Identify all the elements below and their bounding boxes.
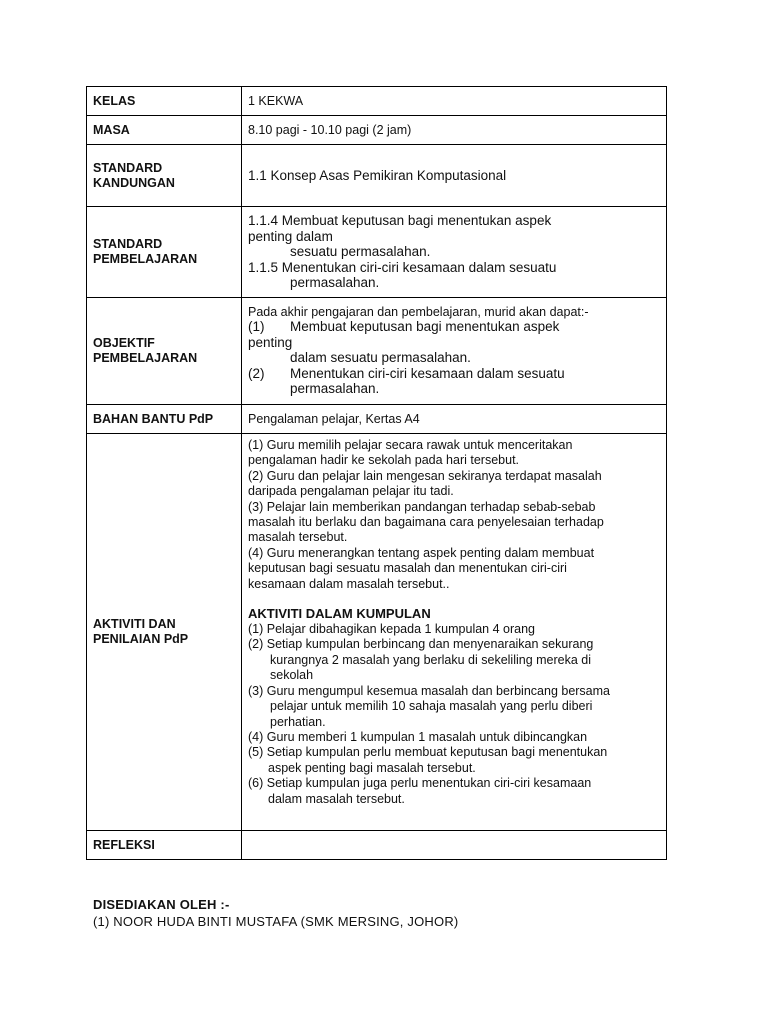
sp-line: penting dalam <box>248 228 333 244</box>
label-line: STANDARD <box>93 160 163 175</box>
label-kelas: KELAS <box>87 87 242 116</box>
group-step-3-cont: pelajar untuk memilih 10 sahaja masalah yang perlu diberi <box>270 699 593 714</box>
value-refleksi <box>242 831 667 860</box>
row-aktiviti <box>87 434 667 831</box>
label-line: AKTIVITI DAN <box>93 617 176 631</box>
group-step-6-cont: dalam masalah tersebut. <box>268 791 405 806</box>
group-step-3: (3) Guru mengumpul kesemua masalah dan berbincang bersama <box>248 683 610 698</box>
group-step-2-cont: kurangnya 2 masalah yang berlaku di sekeliling mereka di <box>270 652 592 667</box>
prepared-by-title: DISEDIAKAN OLEH :- <box>93 897 230 912</box>
objektif-item-2-text: Menentukan ciri-ciri kesamaan dalam sesuatu <box>290 365 565 381</box>
objektif-item-1-cont: dalam sesuatu permasalahan. <box>290 350 471 366</box>
objektif-item-1 <box>248 319 660 335</box>
value-aktiviti <box>242 434 667 831</box>
objektif-item-1-cont: penting <box>248 334 293 350</box>
sp-line: 1.1.4 Membuat keputusan bagi menentukan aspek <box>248 213 552 229</box>
aktiviti-line: (2) Guru dan pelajar lain mengesan sekiranya terdapat masalah <box>248 468 602 483</box>
row-objektif-pembelajaran <box>87 298 667 405</box>
value-bahan-bantu: Pengalaman pelajar, Kertas A4 <box>242 405 667 434</box>
label-masa: MASA <box>87 116 242 145</box>
row-kelas <box>87 87 667 116</box>
group-step-3-cont: perhatian. <box>270 714 326 729</box>
value-objektif-pembelajaran <box>242 298 667 405</box>
label-aktiviti <box>87 434 242 831</box>
row-masa <box>87 116 667 145</box>
objektif-item-1-num: (1) <box>248 319 265 335</box>
prepared-by-author: (1) NOOR HUDA BINTI MUSTAFA (SMK MERSING, JOHOR) <box>93 914 459 929</box>
label-refleksi: REFLEKSI <box>87 831 242 860</box>
objektif-item-2 <box>248 366 660 382</box>
objektif-item-2-num: (2) <box>248 365 265 381</box>
group-step-6: (6) Setiap kumpulan juga perlu menentukan ciri-ciri kesamaan <box>248 776 592 791</box>
aktiviti-line: pengalaman hadir ke sekolah pada hari tersebut. <box>248 453 520 468</box>
row-refleksi <box>87 831 667 860</box>
group-step-2-cont: sekolah <box>270 668 314 683</box>
group-step-5: (5) Setiap kumpulan perlu membuat keputusan bagi menentukan <box>248 745 608 760</box>
value-masa: 8.10 pagi - 10.10 pagi (2 jam) <box>242 116 667 145</box>
objektif-intro: Pada akhir pengajaran dan pembelajaran, murid akan dapat:- <box>248 305 589 320</box>
value-standard-kandungan: 1.1 Konsep Asas Pemikiran Komputasional <box>242 145 667 207</box>
aktiviti-line: masalah tersebut. <box>248 530 348 545</box>
sp-line: permasalahan. <box>290 275 380 291</box>
label-objektif-pembelajaran <box>87 298 242 405</box>
label-line: PENILAIAN PdP <box>93 632 189 646</box>
aktiviti-line: keputusan bagi sesuatu masalah dan menentukan ciri-ciri <box>248 561 567 576</box>
label-line: OBJEKTIF <box>93 336 155 350</box>
label-line: PEMBELAJARAN <box>93 252 198 266</box>
aktiviti-line: (4) Guru menerangkan tentang aspek penting dalam membuat <box>248 545 595 560</box>
sp-line: sesuatu permasalahan. <box>290 244 431 260</box>
aktiviti-line: kesamaan dalam masalah tersebut.. <box>248 576 450 591</box>
row-bahan-bantu <box>87 405 667 434</box>
prepared-by-block <box>93 896 458 930</box>
label-line: PEMBELAJARAN <box>93 351 198 365</box>
label-standard-pembelajaran <box>87 207 242 298</box>
value-standard-pembelajaran <box>242 207 667 298</box>
row-standard-pembelajaran <box>87 207 667 298</box>
aktiviti-line: daripada pengalaman pelajar itu tadi. <box>248 484 454 499</box>
label-line: STANDARD <box>93 237 163 251</box>
group-step-4: (4) Guru memberi 1 kumpulan 1 masalah untuk dibincangkan <box>248 729 588 744</box>
group-step-2: (2) Setiap kumpulan berbincang dan menyenaraikan sekurang <box>248 637 594 652</box>
sp-line: 1.1.5 Menentukan ciri-ciri kesamaan dalam sesuatu <box>248 259 557 275</box>
aktiviti-group-heading: AKTIVITI DALAM KUMPULAN <box>248 606 431 622</box>
label-bahan-bantu: BAHAN BANTU PdP <box>87 405 242 434</box>
row-standard-kandungan <box>87 145 667 207</box>
aktiviti-line: (3) Pelajar lain memberikan pandangan terhadap sebab-sebab <box>248 499 596 514</box>
group-step-1: (1) Pelajar dibahagikan kepada 1 kumpulan 4 orang <box>248 622 535 637</box>
label-standard-kandungan <box>87 145 242 207</box>
value-kelas: 1 KEKWA <box>242 87 667 116</box>
objektif-item-2-cont: permasalahan. <box>290 381 380 397</box>
objektif-item-1-text: Membuat keputusan bagi menentukan aspek <box>290 319 560 335</box>
label-line: KANDUNGAN <box>93 175 175 190</box>
aktiviti-line: masalah itu berlaku dan bagaimana cara penyelesaian terhadap <box>248 515 604 530</box>
aktiviti-line: (1) Guru memilih pelajar secara rawak untuk menceritakan <box>248 438 573 452</box>
group-step-5-cont: aspek penting bagi masalah tersebut. <box>268 760 476 775</box>
lesson-plan-table <box>86 86 667 860</box>
